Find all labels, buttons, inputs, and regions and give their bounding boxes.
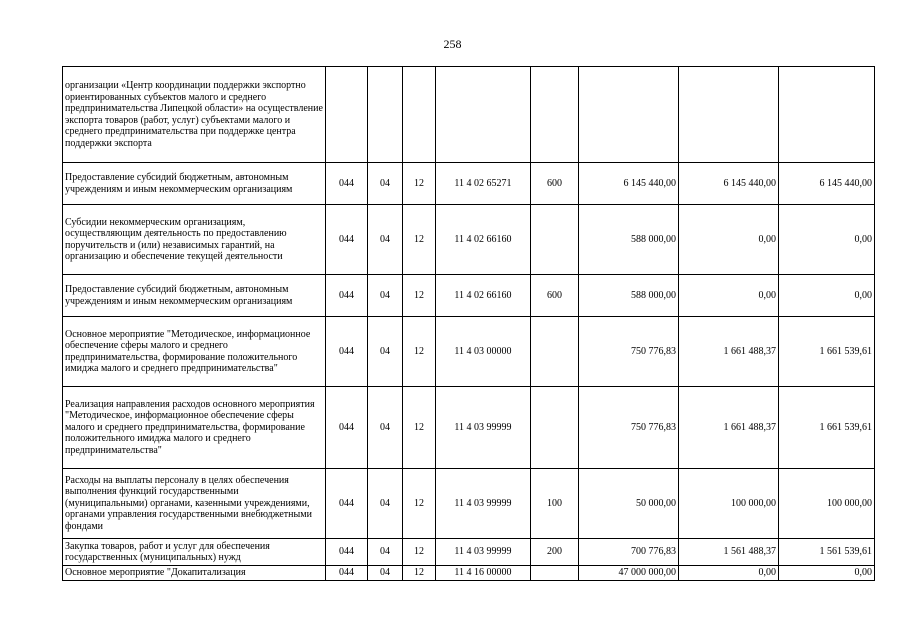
target-article-code <box>436 67 531 163</box>
ministry-code: 044 <box>326 205 368 275</box>
amount-year-1: 588 000,00 <box>579 205 679 275</box>
subsection-code: 12 <box>403 317 436 387</box>
expense-type-code: 100 <box>531 469 579 539</box>
table-row <box>63 539 875 566</box>
subsection-code: 12 <box>403 275 436 317</box>
ministry-code: 044 <box>326 539 368 566</box>
subsection-code: 12 <box>403 163 436 205</box>
subsection-code: 12 <box>403 566 436 581</box>
table-row <box>63 566 875 581</box>
subsection-code <box>403 67 436 163</box>
ministry-code: 044 <box>326 387 368 469</box>
amount-year-2: 1 661 488,37 <box>679 317 779 387</box>
row-description: Реализация направления расходов основного мероприятия "Методическое, информационное обеспечение сферы малого и среднего предпринимательства, формирование положительного имиджа малого и среднего предпринимательства" <box>63 387 326 469</box>
expense-type-code: 600 <box>531 163 579 205</box>
amount-year-3: 0,00 <box>779 275 875 317</box>
row-description: Предоставление субсидий бюджетным, автономным учреждениям и иным некоммерческим организациям <box>63 163 326 205</box>
amount-year-1: 47 000 000,00 <box>579 566 679 581</box>
subsection-code: 12 <box>403 387 436 469</box>
amount-year-2 <box>679 67 779 163</box>
amount-year-2: 1 661 488,37 <box>679 387 779 469</box>
amount-year-1: 750 776,83 <box>579 317 679 387</box>
table-row <box>63 275 875 317</box>
row-description: Расходы на выплаты персоналу в целях обеспечения выполнения функций государственными (муниципальными) органами, казенными учреждениями, органами управления государственными внебюджетными фондами <box>63 469 326 539</box>
table-row <box>63 469 875 539</box>
amount-year-1: 6 145 440,00 <box>579 163 679 205</box>
amount-year-1 <box>579 67 679 163</box>
amount-year-3: 1 561 539,61 <box>779 539 875 566</box>
section-code: 04 <box>368 275 403 317</box>
table-row <box>63 205 875 275</box>
ministry-code: 044 <box>326 163 368 205</box>
expense-type-code <box>531 67 579 163</box>
ministry-code: 044 <box>326 317 368 387</box>
row-description: организации «Центр координации поддержки экспортно ориентированных субъектов малого и среднего предпринимательства Липецкой области» на осуществление экспорта товаров (работ, услуг) субъектами малого и среднего предпринимательства при поддержке центра поддержки экспорта <box>63 67 326 163</box>
page-number: 258 <box>443 37 462 51</box>
amount-year-3: 6 145 440,00 <box>779 163 875 205</box>
table-row <box>63 163 875 205</box>
amount-year-3 <box>779 67 875 163</box>
row-description: Субсидии некоммерческим организациям, осуществляющим деятельность по предоставлению поручительств и (или) независимых гарантий, на организацию и обеспечение текущей деятельности <box>63 205 326 275</box>
amount-year-2: 1 561 488,37 <box>679 539 779 566</box>
amount-year-3: 0,00 <box>779 566 875 581</box>
subsection-code: 12 <box>403 205 436 275</box>
table-row <box>63 317 875 387</box>
section-code: 04 <box>368 163 403 205</box>
row-description: Предоставление субсидий бюджетным, автономным учреждениям и иным некоммерческим организациям <box>63 275 326 317</box>
ministry-code: 044 <box>326 469 368 539</box>
expense-type-code <box>531 317 579 387</box>
amount-year-2: 0,00 <box>679 566 779 581</box>
expense-type-code <box>531 205 579 275</box>
amount-year-2: 0,00 <box>679 205 779 275</box>
expense-type-code: 600 <box>531 275 579 317</box>
target-article-code: 11 4 03 99999 <box>436 387 531 469</box>
subsection-code: 12 <box>403 469 436 539</box>
amount-year-3: 1 661 539,61 <box>779 387 875 469</box>
ministry-code <box>326 67 368 163</box>
expense-type-code <box>531 566 579 581</box>
ministry-code: 044 <box>326 275 368 317</box>
amount-year-1: 588 000,00 <box>579 275 679 317</box>
amount-year-2: 100 000,00 <box>679 469 779 539</box>
target-article-code: 11 4 03 99999 <box>436 469 531 539</box>
target-article-code: 11 4 02 65271 <box>436 163 531 205</box>
section-code: 04 <box>368 469 403 539</box>
section-code <box>368 67 403 163</box>
amount-year-3: 0,00 <box>779 205 875 275</box>
subsection-code: 12 <box>403 539 436 566</box>
table-row <box>63 387 875 469</box>
target-article-code: 11 4 03 00000 <box>436 317 531 387</box>
amount-year-2: 6 145 440,00 <box>679 163 779 205</box>
amount-year-1: 750 776,83 <box>579 387 679 469</box>
row-description: Закупка товаров, работ и услуг для обеспечения государственных (муниципальных) нужд <box>63 539 326 566</box>
ministry-code: 044 <box>326 566 368 581</box>
amount-year-1: 50 000,00 <box>579 469 679 539</box>
section-code: 04 <box>368 387 403 469</box>
amount-year-2: 0,00 <box>679 275 779 317</box>
expense-type-code: 200 <box>531 539 579 566</box>
expense-type-code <box>531 387 579 469</box>
target-article-code: 11 4 02 66160 <box>436 205 531 275</box>
row-description: Основное мероприятие "Методическое, информационное обеспечение сферы малого и среднего предпринимательства, формирование положительного имиджа малого и среднего предпринимательства" <box>63 317 326 387</box>
section-code: 04 <box>368 317 403 387</box>
amount-year-3: 100 000,00 <box>779 469 875 539</box>
target-article-code: 11 4 02 66160 <box>436 275 531 317</box>
section-code: 04 <box>368 566 403 581</box>
section-code: 04 <box>368 205 403 275</box>
target-article-code: 11 4 16 00000 <box>436 566 531 581</box>
row-description: Основное мероприятие "Докапитализация <box>63 566 326 581</box>
table-row <box>63 67 875 163</box>
target-article-code: 11 4 03 99999 <box>436 539 531 566</box>
amount-year-1: 700 776,83 <box>579 539 679 566</box>
amount-year-3: 1 661 539,61 <box>779 317 875 387</box>
budget-table <box>62 66 875 581</box>
section-code: 04 <box>368 539 403 566</box>
